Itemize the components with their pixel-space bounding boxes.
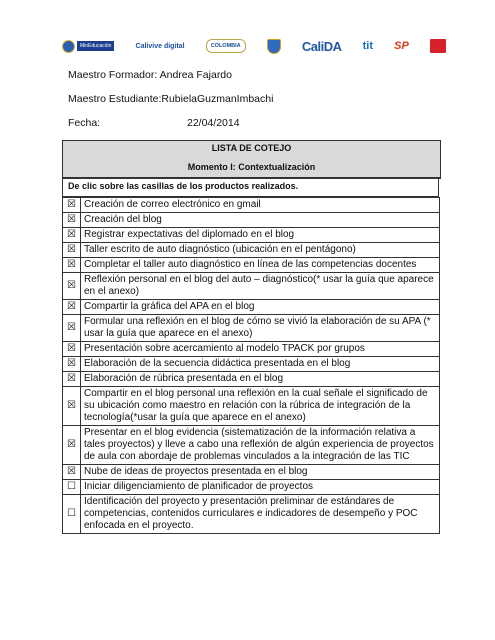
coat-of-arms-icon <box>62 40 75 53</box>
checkbox-checked-icon[interactable]: ☒ <box>63 426 81 465</box>
university-logo <box>430 39 446 53</box>
checklist-item-text: Creación de correo electrónico en gmail <box>81 198 440 213</box>
checklist-row <box>63 228 440 243</box>
fecha-value: 22/04/2014 <box>187 117 240 129</box>
checklist-item-text: Elaboración de la secuencia didáctica presentada en el blog <box>81 357 440 372</box>
checklist-item-text: Reflexión personal en el blog del auto – diagnóstico(* usar la guía que aparece en el anexo) <box>81 273 440 300</box>
checklist-item-text: Presentar en el blog evidencia (sistematización de la información relativa a tales proyectos) y lleve a cabo una reflexión de algún experiencia de proyectos de aula con abordaje de problemas vinculados a la integración de las TIC <box>81 426 440 465</box>
checklist-row <box>63 315 440 342</box>
checklist-item-text: Formular una reflexión en el blog de cómo se vivió la elaboración de su APA (* usar la guía que aparece en el anexo) <box>81 315 440 342</box>
checklist-row <box>63 357 440 372</box>
checklist-row <box>63 342 440 357</box>
checklist-item-text: Creación del blog <box>81 213 440 228</box>
checklist-header <box>62 140 441 179</box>
maestro-estudiante: Maestro Estudiante:RubielaGuzmanImbachi <box>68 93 274 105</box>
checklist-title: LISTA DE COTEJO <box>211 143 292 153</box>
sp-logo: SP <box>394 40 409 52</box>
mineducacion-logo <box>62 38 114 54</box>
checkbox-checked-icon[interactable]: ☒ <box>63 300 81 315</box>
checkbox-checked-icon[interactable]: ☒ <box>63 357 81 372</box>
checklist-row <box>63 300 440 315</box>
checkbox-checked-icon[interactable]: ☒ <box>63 228 81 243</box>
checklist-row <box>63 258 440 273</box>
checklist-item-text: Registrar expectativas del diplomado en el blog <box>81 228 440 243</box>
gobernacion-shield-logo <box>267 39 281 54</box>
checklist-item-text: Nube de ideas de proyectos presentada en el blog <box>81 465 440 480</box>
checkbox-empty-icon[interactable]: ☐ <box>63 480 81 495</box>
mineducacion-logo-text: MinEducación <box>77 41 114 51</box>
checklist-item-text: Iniciar diligenciamiento de planificador de proyectos <box>81 480 440 495</box>
checkbox-checked-icon[interactable]: ☒ <box>63 372 81 387</box>
checklist-row <box>63 273 440 300</box>
logo-bar <box>62 36 446 56</box>
checklist-row <box>63 387 440 426</box>
checklist-row <box>63 495 440 534</box>
colombia-logo: COLOMBIA <box>206 39 246 53</box>
maestro-formador: Maestro Formador: Andrea Fajardo <box>68 69 232 81</box>
tito-logo: tit <box>362 40 374 52</box>
checkbox-checked-icon[interactable]: ☒ <box>63 273 81 300</box>
checklist-item-text: Compartir la gráfica del APA en el blog <box>81 300 440 315</box>
checklist-item-text: Identificación del proyecto y presentación preliminar de estándares de competencias, contenidos curriculares e indicadores de desempeño y POC enfocada en el proyecto. <box>81 495 440 534</box>
checklist-row <box>63 372 440 387</box>
checklist-item-text: Elaboración de rúbrica presentada en el blog <box>81 372 440 387</box>
calivive-logo: Calivive digital <box>135 42 185 50</box>
checklist-row <box>63 243 440 258</box>
checkbox-checked-icon[interactable]: ☒ <box>63 315 81 342</box>
checklist-item-text: Taller escrito de auto diagnóstico (ubicación en el pentágono) <box>81 243 440 258</box>
checklist-row <box>63 465 440 480</box>
checklist-table <box>62 197 440 534</box>
calida-logo: CaliDA <box>301 38 342 54</box>
checkbox-checked-icon[interactable]: ☒ <box>63 342 81 357</box>
checklist-item-text: Compartir en el blog personal una reflexión en la cual señale el significado de su ubicación como maestro en relación con la rúbrica de integración de la tecnología(*usar la guía que aparece en el anexo) <box>81 387 440 426</box>
checkbox-empty-icon[interactable]: ☐ <box>63 495 81 534</box>
checklist-instruction: De clic sobre las casillas de los productos realizados. <box>62 179 439 197</box>
checkbox-checked-icon[interactable]: ☒ <box>63 243 81 258</box>
checkbox-checked-icon[interactable]: ☒ <box>63 387 81 426</box>
fecha <box>68 117 240 129</box>
checkbox-checked-icon[interactable]: ☒ <box>63 198 81 213</box>
checkbox-checked-icon[interactable]: ☒ <box>63 258 81 273</box>
checklist-row <box>63 198 440 213</box>
checklist-subtitle: Momento I: Contextualización <box>63 156 440 178</box>
checklist-item-text: Presentación sobre acercamiento al modelo TPACK por grupos <box>81 342 440 357</box>
checklist-row <box>63 426 440 465</box>
checklist-item-text: Completar el taller auto diagnóstico en línea de las competencias docentes <box>81 258 440 273</box>
fecha-label: Fecha: <box>68 117 101 129</box>
checkbox-checked-icon[interactable]: ☒ <box>63 213 81 228</box>
checkbox-checked-icon[interactable]: ☒ <box>63 465 81 480</box>
checklist-row <box>63 480 440 495</box>
checklist-row <box>63 213 440 228</box>
